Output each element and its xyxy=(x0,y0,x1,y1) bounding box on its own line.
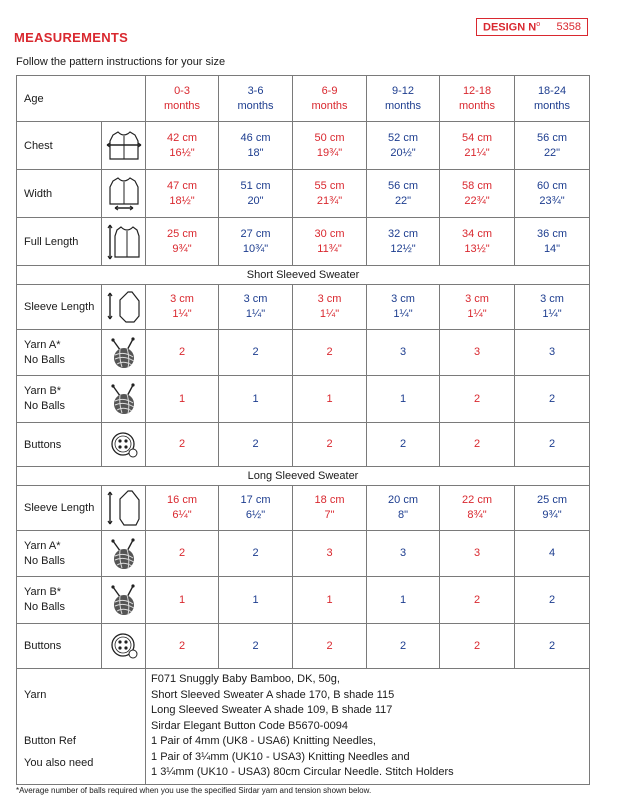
button-ref-label: Button Ref xyxy=(24,735,76,748)
width-value-5: 60 cm 23¾" xyxy=(515,170,590,218)
long-yarn-a-5: 4 xyxy=(515,531,590,577)
length-label: Full Length xyxy=(17,218,102,266)
long-buttons-1: 2 xyxy=(219,624,293,669)
sleeve-long-icon xyxy=(102,486,146,531)
chest-value-2: 50 cm 19¾" xyxy=(293,122,367,170)
size-4: 12-18 months xyxy=(440,76,515,122)
long-yarn-a-row xyxy=(17,531,590,577)
long-yarn-b-5: 2 xyxy=(515,577,590,624)
subtitle: Follow the pattern instructions for your size xyxy=(16,56,226,68)
short-sleeve-value-0: 3 cm 1¼" xyxy=(146,285,219,330)
chest-label: Chest xyxy=(17,122,102,170)
short-sleeve-row xyxy=(17,285,590,330)
width-value-1: 51 cm 20" xyxy=(219,170,293,218)
long-sleeve-heading: Long Sleeved Sweater xyxy=(17,467,590,486)
size-0: 0-3 months xyxy=(146,76,219,122)
button-icon xyxy=(102,423,146,467)
short-buttons-2: 2 xyxy=(293,423,367,467)
button-icon xyxy=(102,624,146,669)
sleeve-short-icon xyxy=(102,285,146,330)
size-3: 9-12 months xyxy=(367,76,440,122)
design-number: 5358 xyxy=(556,21,581,33)
cardigan-chest-icon xyxy=(102,122,146,170)
long-yarn-b-2: 1 xyxy=(293,577,367,624)
long-buttons-5: 2 xyxy=(515,624,590,669)
short-yarn-b-4: 2 xyxy=(440,376,515,423)
short-yarn-a-0: 2 xyxy=(146,330,219,376)
measurements-table xyxy=(16,75,590,785)
length-value-3: 32 cm 12½" xyxy=(367,218,440,266)
age-row xyxy=(17,76,590,122)
short-buttons-0: 2 xyxy=(146,423,219,467)
width-value-0: 47 cm 18½" xyxy=(146,170,219,218)
long-yarn-b-0: 1 xyxy=(146,577,219,624)
size-2: 6-9 months xyxy=(293,76,367,122)
short-yarn-b-0: 1 xyxy=(146,376,219,423)
long-yarn-a-label: Yarn A* No Balls xyxy=(17,531,102,577)
width-value-4: 58 cm 22¾" xyxy=(440,170,515,218)
long-sleeve-value-4: 22 cm 8¾" xyxy=(440,486,515,531)
info-line-0: F071 Snuggly Baby Bamboo, DK, 50g, xyxy=(151,673,340,686)
size-1: 3-6 months xyxy=(219,76,293,122)
yarn-ball-icon xyxy=(102,376,146,423)
long-buttons-row xyxy=(17,624,590,669)
also-need-label: You also need xyxy=(24,756,94,769)
short-yarn-a-5: 3 xyxy=(515,330,590,376)
long-yarn-b-label: Yarn B* No Balls xyxy=(17,577,102,624)
long-yarn-b-1: 1 xyxy=(219,577,293,624)
short-yarn-b-label: Yarn B* No Balls xyxy=(17,376,102,423)
long-yarn-a-3: 3 xyxy=(367,531,440,577)
long-yarn-a-1: 2 xyxy=(219,531,293,577)
info-line-2: Long Sleeved Sweater A shade 109, B shade 117 xyxy=(151,704,393,717)
long-buttons-3: 2 xyxy=(367,624,440,669)
yarn-ball-icon xyxy=(102,531,146,577)
short-yarn-a-3: 3 xyxy=(367,330,440,376)
short-sleeve-value-2: 3 cm 1¼" xyxy=(293,285,367,330)
age-label: Age xyxy=(17,76,146,122)
long-sleeve-heading-row xyxy=(17,467,590,486)
design-label-sup: o xyxy=(536,21,541,28)
short-sleeve-heading-row xyxy=(17,266,590,285)
long-sleeve-value-5: 25 cm 9¾" xyxy=(515,486,590,531)
long-buttons-0: 2 xyxy=(146,624,219,669)
width-value-3: 56 cm 22" xyxy=(367,170,440,218)
short-sleeve-heading: Short Sleeved Sweater xyxy=(17,266,590,285)
short-sleeve-value-1: 3 cm 1¼" xyxy=(219,285,293,330)
short-sleeve-value-3: 3 cm 1¼" xyxy=(367,285,440,330)
info-text xyxy=(146,669,590,785)
cardigan-width-icon xyxy=(102,170,146,218)
chest-value-4: 54 cm 21¼" xyxy=(440,122,515,170)
short-buttons-5: 2 xyxy=(515,423,590,467)
long-sleeve-label: Sleeve Length xyxy=(17,486,102,531)
design-label: DESIGN N xyxy=(483,21,537,34)
short-buttons-1: 2 xyxy=(219,423,293,467)
short-yarn-b-row xyxy=(17,376,590,423)
short-sleeve-value-4: 3 cm 1¼" xyxy=(440,285,515,330)
length-row xyxy=(17,218,590,266)
long-sleeve-value-1: 17 cm 6½" xyxy=(219,486,293,531)
short-sleeve-value-5: 3 cm 1¼" xyxy=(515,285,590,330)
short-yarn-a-1: 2 xyxy=(219,330,293,376)
short-yarn-b-5: 2 xyxy=(515,376,590,423)
size-5: 18-24 months xyxy=(515,76,590,122)
long-sleeve-value-0: 16 cm 6¼" xyxy=(146,486,219,531)
length-value-0: 25 cm 9¾" xyxy=(146,218,219,266)
long-sleeve-value-2: 18 cm 7" xyxy=(293,486,367,531)
footnote: *Average number of balls required when you use the specified Sirdar yarn and tension shown below. xyxy=(16,786,372,795)
short-yarn-a-label: Yarn A* No Balls xyxy=(17,330,102,376)
short-yarn-a-2: 2 xyxy=(293,330,367,376)
info-row xyxy=(17,669,590,785)
chest-value-1: 46 cm 18" xyxy=(219,122,293,170)
info-line-3: Sirdar Elegant Button Code B5670-0094 xyxy=(151,719,348,732)
info-line-6: 1 3¼mm (UK10 - USA3) 80cm Circular Needle. Stitch Holders xyxy=(151,766,454,779)
info-labels xyxy=(17,669,146,785)
long-sleeve-value-3: 20 cm 8" xyxy=(367,486,440,531)
long-yarn-a-2: 3 xyxy=(293,531,367,577)
long-yarn-a-0: 2 xyxy=(146,531,219,577)
short-buttons-label: Buttons xyxy=(17,423,102,467)
design-number-box xyxy=(476,18,588,36)
width-label: Width xyxy=(17,170,102,218)
long-yarn-b-3: 1 xyxy=(367,577,440,624)
short-sleeve-label: Sleeve Length xyxy=(17,285,102,330)
length-value-4: 34 cm 13½" xyxy=(440,218,515,266)
length-value-1: 27 cm 10¾" xyxy=(219,218,293,266)
short-yarn-b-1: 1 xyxy=(219,376,293,423)
cardigan-length-icon xyxy=(102,218,146,266)
short-yarn-a-4: 3 xyxy=(440,330,515,376)
page-title: MEASUREMENTS xyxy=(14,30,129,45)
chest-value-3: 52 cm 20½" xyxy=(367,122,440,170)
width-row xyxy=(17,170,590,218)
long-sleeve-row xyxy=(17,486,590,531)
info-line-1: Short Sleeved Sweater A shade 170, B shade 115 xyxy=(151,688,395,701)
short-buttons-4: 2 xyxy=(440,423,515,467)
short-buttons-3: 2 xyxy=(367,423,440,467)
info-line-5: 1 Pair of 3¼mm (UK10 - USA3) Knitting Needles and xyxy=(151,750,410,763)
info-line-4: 1 Pair of 4mm (UK8 - USA6) Knitting Needles, xyxy=(151,735,376,748)
short-yarn-b-2: 1 xyxy=(293,376,367,423)
chest-row xyxy=(17,122,590,170)
short-buttons-row xyxy=(17,423,590,467)
yarn-label: Yarn xyxy=(24,688,47,701)
width-value-2: 55 cm 21¾" xyxy=(293,170,367,218)
chest-value-0: 42 cm 16½" xyxy=(146,122,219,170)
long-yarn-a-4: 3 xyxy=(440,531,515,577)
long-buttons-2: 2 xyxy=(293,624,367,669)
long-buttons-4: 2 xyxy=(440,624,515,669)
yarn-ball-icon xyxy=(102,577,146,624)
short-yarn-a-row xyxy=(17,330,590,376)
length-value-2: 30 cm 11¾" xyxy=(293,218,367,266)
long-buttons-label: Buttons xyxy=(17,624,102,669)
chest-value-5: 56 cm 22" xyxy=(515,122,590,170)
short-yarn-b-3: 1 xyxy=(367,376,440,423)
yarn-ball-icon xyxy=(102,330,146,376)
long-yarn-b-4: 2 xyxy=(440,577,515,624)
long-yarn-b-row xyxy=(17,577,590,624)
length-value-5: 36 cm 14" xyxy=(515,218,590,266)
